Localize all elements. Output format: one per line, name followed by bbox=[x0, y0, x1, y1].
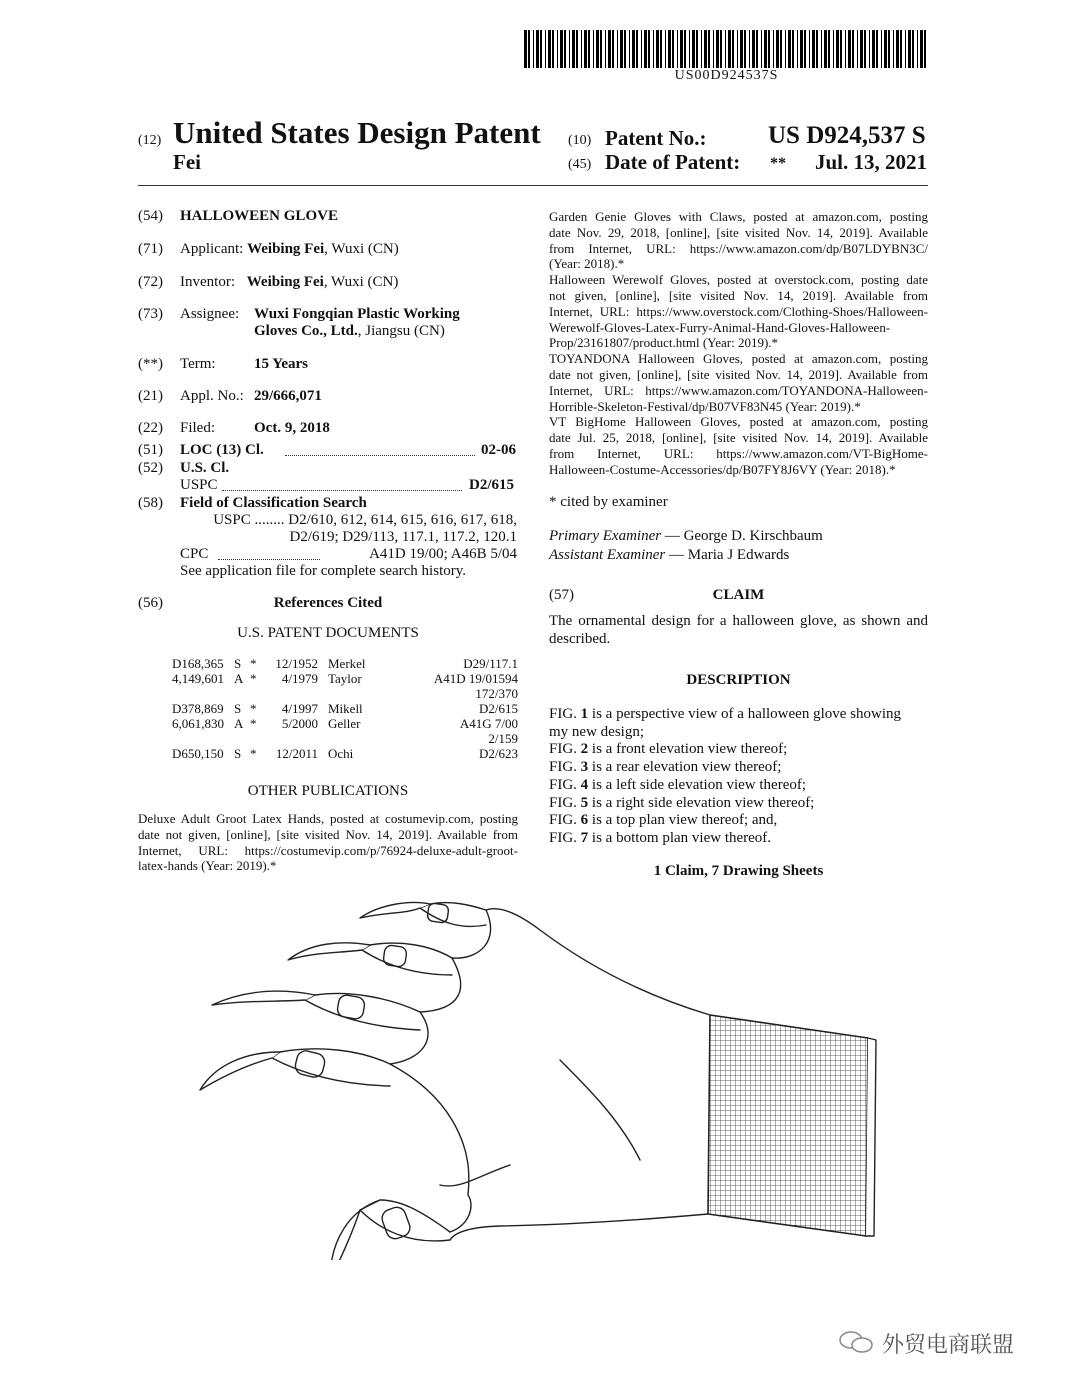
barcode-bar bbox=[797, 30, 798, 68]
finger-plate-2 bbox=[383, 945, 408, 968]
finger-plate-4 bbox=[294, 1049, 327, 1079]
reference-name: Ochi bbox=[328, 746, 354, 761]
barcode-bar bbox=[617, 30, 618, 68]
barcode-bar bbox=[545, 30, 546, 68]
barcode-bar bbox=[896, 30, 899, 68]
publication-line: not given, [online], [site visited Nov. 14, 2019]. Available from bbox=[549, 287, 928, 303]
publication-line: Werewolf-Gloves-Latex-Furry-Animal-Hand-Gloves-Halloween- bbox=[549, 319, 891, 335]
barcode-bar bbox=[629, 30, 630, 68]
barcode-bar bbox=[584, 30, 587, 68]
other-publications-head: OTHER PUBLICATIONS bbox=[247, 783, 409, 799]
barcode-bar bbox=[605, 30, 606, 68]
assistant-examiner-label: Assistant Examiner bbox=[549, 547, 666, 563]
barcode-bar bbox=[677, 30, 678, 68]
barcode-bar bbox=[533, 30, 534, 68]
code-52: (52) bbox=[138, 460, 163, 476]
barcode-bar bbox=[776, 30, 779, 68]
reference-class-secondary: 2/159 bbox=[488, 731, 518, 746]
code-71: (71) bbox=[138, 241, 163, 257]
barcode-bar bbox=[732, 30, 734, 68]
barcode-bar bbox=[833, 30, 834, 68]
assistant-examiner bbox=[549, 546, 789, 564]
figure-description bbox=[549, 795, 928, 813]
figure-prefix: FIG. bbox=[549, 776, 581, 793]
barcode-bar bbox=[780, 30, 782, 68]
barcode-bar bbox=[648, 30, 650, 68]
reference-star: * bbox=[250, 746, 257, 761]
barcode-bar bbox=[725, 30, 726, 68]
reference-star: * bbox=[250, 716, 257, 731]
reference-kind: S bbox=[234, 656, 242, 671]
barcode-bar bbox=[888, 30, 890, 68]
reference-name: Taylor bbox=[328, 671, 362, 686]
figure-prefix: FIG. bbox=[549, 741, 581, 758]
reference-class: D29/117.1 bbox=[463, 656, 518, 671]
inventor-label: Inventor: bbox=[180, 274, 235, 290]
uspc-label: USPC bbox=[180, 477, 218, 493]
barcode-bar bbox=[800, 30, 803, 68]
reference-star: * bbox=[250, 656, 257, 671]
glove-drawing bbox=[150, 880, 890, 1260]
figure-description bbox=[549, 724, 928, 742]
code-73: (73) bbox=[138, 306, 163, 322]
barcode-number: US00D924537S bbox=[674, 68, 779, 83]
barcode-bar bbox=[764, 30, 767, 68]
barcode-bar bbox=[564, 30, 566, 68]
claim-head: CLAIM bbox=[712, 587, 765, 603]
uspc-leader-dots bbox=[222, 490, 462, 491]
code-57: (57) bbox=[549, 587, 574, 603]
reference-number: D378,869 bbox=[172, 701, 224, 716]
reference-number: 4,149,601 bbox=[172, 671, 224, 686]
patent-no-label: Patent No.: bbox=[605, 126, 707, 150]
reference-number: D650,150 bbox=[172, 746, 224, 761]
barcode-bar bbox=[893, 30, 894, 68]
figure-text: is a rear elevation view thereof; bbox=[588, 759, 782, 776]
barcode-bar bbox=[641, 30, 642, 68]
barcode-bar bbox=[785, 30, 786, 68]
reference-kind: S bbox=[234, 701, 242, 716]
barcode-bar bbox=[708, 30, 710, 68]
finger-4 bbox=[272, 1049, 390, 1086]
barcode-bar bbox=[900, 30, 902, 68]
barcode-bar bbox=[720, 30, 722, 68]
barcode-bar bbox=[920, 30, 923, 68]
assignee-label: Assignee: bbox=[180, 306, 240, 322]
publication-line: Garden Genie Gloves with Claws, posted at amazon.com, posting bbox=[549, 209, 928, 224]
barcode-bar bbox=[812, 30, 815, 68]
patent-number: US D924,537 S bbox=[768, 122, 926, 149]
barcode-bar bbox=[684, 30, 686, 68]
barcode-bar bbox=[653, 30, 654, 68]
reference-row bbox=[172, 671, 518, 686]
claw-thumb bbox=[330, 1200, 380, 1260]
figure-description bbox=[549, 812, 928, 830]
figure-text: my new design; bbox=[549, 723, 644, 740]
barcode-bar bbox=[692, 30, 695, 68]
claw-2 bbox=[288, 943, 370, 960]
loc-value: 02-06 bbox=[481, 442, 516, 458]
primary-examiner-name: — George D. Kirschbaum bbox=[664, 528, 823, 544]
finger-plate-3 bbox=[336, 994, 365, 1020]
barcode-bar bbox=[848, 30, 851, 68]
barcode-bar bbox=[528, 30, 530, 68]
barcode-bar bbox=[680, 30, 683, 68]
figure-prefix: FIG. bbox=[549, 794, 581, 811]
reference-date: 12/2011 bbox=[275, 746, 318, 761]
barcode-bar bbox=[881, 30, 882, 68]
publication-line: date Jul. 25, 2018, [online], [site visited Nov. 14, 2019]. Available bbox=[549, 430, 928, 446]
barcode-bar bbox=[636, 30, 638, 68]
code-22: (22) bbox=[138, 420, 163, 436]
barcode-bar bbox=[836, 30, 839, 68]
us-patent-docs-head: U.S. PATENT DOCUMENTS bbox=[237, 625, 419, 641]
finger-plate-1 bbox=[427, 903, 449, 924]
barcode-bar bbox=[752, 30, 755, 68]
figure-number: 1 bbox=[580, 706, 589, 722]
barcode bbox=[524, 30, 929, 68]
other-publications-continued bbox=[549, 209, 928, 478]
references-cited-label: References Cited bbox=[273, 595, 383, 611]
other-publication-1: Deluxe Adult Groot Latex Hands, posted at costumevip.com, posting date not given, [online], [site visited Nov. 14, 2019]. Available from Internet, URL: https://costumevip.com/p/76924-deluxe-adult-groot-latex-hands (Year: 2019).* bbox=[138, 811, 518, 874]
publication-line: date not given, [online], [site visited Nov. 14, 2019]. Available from bbox=[549, 366, 928, 382]
barcode-bar bbox=[840, 30, 842, 68]
field-search-line1: USPC ........ D2/610, 612, 614, 615, 616, 617, 618, bbox=[213, 512, 517, 528]
reference-class: D2/615 bbox=[479, 701, 518, 716]
barcode-bar bbox=[600, 30, 602, 68]
barcode-bar bbox=[876, 30, 878, 68]
barcode-bar bbox=[792, 30, 794, 68]
barcode-bar bbox=[593, 30, 594, 68]
barcode-bar bbox=[588, 30, 590, 68]
description-head: DESCRIPTION bbox=[686, 672, 791, 688]
glove-thumb-line bbox=[440, 1165, 510, 1186]
barcode-bar bbox=[701, 30, 702, 68]
publication-line: Halloween-Costume-Accessories/dp/B07FY8J6VY (Year: 2018).* bbox=[549, 461, 896, 477]
reference-row-continuation bbox=[172, 731, 518, 746]
term-label: Term: bbox=[180, 356, 216, 372]
code-58: (58) bbox=[138, 495, 163, 511]
design-title: HALLOWEEN GLOVE bbox=[180, 208, 338, 224]
barcode-bar bbox=[828, 30, 830, 68]
barcode-bar bbox=[716, 30, 719, 68]
barcode-bar bbox=[552, 30, 554, 68]
reference-row-continuation bbox=[172, 686, 518, 701]
barcode-bar bbox=[572, 30, 575, 68]
barcode-bar bbox=[905, 30, 906, 68]
finger-plate-thumb bbox=[380, 1205, 413, 1241]
barcode-bar bbox=[857, 30, 858, 68]
assignee-location: , Jiangsu (CN) bbox=[357, 323, 445, 339]
reference-row bbox=[172, 701, 518, 716]
reference-class: A41G 7/00 bbox=[459, 716, 518, 731]
field-search-label: Field of Classification Search bbox=[180, 495, 367, 511]
reference-row bbox=[172, 746, 518, 761]
reference-number: 6,061,830 bbox=[172, 716, 224, 731]
publication-line: Prop/23161807/product.html (Year: 2019).* bbox=[549, 335, 779, 351]
figure-text: is a front elevation view thereof; bbox=[588, 741, 788, 758]
assistant-examiner-name: — Maria J Edwards bbox=[669, 547, 790, 563]
barcode-bar bbox=[768, 30, 770, 68]
reference-star: * bbox=[250, 701, 257, 716]
term-value: 15 Years bbox=[254, 356, 309, 372]
barcode-bar bbox=[917, 30, 918, 68]
reference-class: A41D 19/01594 bbox=[433, 671, 518, 686]
figure-text: is a left side elevation view thereof; bbox=[588, 776, 807, 793]
glove-cuff bbox=[708, 1015, 868, 1236]
code-21: (21) bbox=[138, 388, 163, 404]
barcode-bar bbox=[569, 30, 570, 68]
barcode-bar bbox=[620, 30, 623, 68]
barcode-bar bbox=[908, 30, 911, 68]
barcode-bar bbox=[864, 30, 866, 68]
barcode-bar bbox=[660, 30, 662, 68]
publication-line: (Year: 2018).* bbox=[549, 256, 625, 272]
barcode-bar bbox=[644, 30, 647, 68]
figure-number: 4 bbox=[580, 776, 589, 793]
barcode-bar bbox=[672, 30, 674, 68]
watermark-text: 外贸电商联盟 bbox=[882, 1333, 1015, 1358]
header-rule bbox=[138, 185, 928, 186]
barcode-bar bbox=[612, 30, 614, 68]
barcode-bar bbox=[608, 30, 611, 68]
date-mark: ** bbox=[770, 155, 786, 172]
barcode-bar bbox=[540, 30, 542, 68]
filed-label: Filed: bbox=[180, 420, 216, 436]
barcode-bar bbox=[524, 30, 527, 68]
loc-leader-dots bbox=[285, 455, 475, 456]
us-cl-label: U.S. Cl. bbox=[180, 460, 230, 476]
barcode-bar bbox=[696, 30, 698, 68]
reference-name: Merkel bbox=[328, 656, 366, 671]
claw-4 bbox=[200, 1052, 280, 1090]
reference-date: 4/1979 bbox=[281, 671, 318, 686]
cpc-value: A41D 19/00; A46B 5/04 bbox=[369, 546, 517, 562]
applicant-label: Applicant: bbox=[180, 241, 244, 257]
barcode-bar bbox=[761, 30, 762, 68]
cited-by-examiner: * cited by examiner bbox=[549, 494, 668, 510]
reference-class: D2/623 bbox=[479, 746, 518, 761]
code-72: (72) bbox=[138, 274, 163, 290]
wechat-icon bbox=[838, 1330, 874, 1354]
barcode-bar bbox=[536, 30, 539, 68]
barcode-bar bbox=[548, 30, 551, 68]
barcode-bar bbox=[773, 30, 774, 68]
inventor-location: , Wuxi (CN) bbox=[323, 274, 399, 290]
assignee-line2 bbox=[254, 322, 445, 340]
barcode-bar bbox=[821, 30, 822, 68]
barcode-bar bbox=[872, 30, 875, 68]
figure-description bbox=[549, 706, 928, 724]
barcode-bar bbox=[912, 30, 914, 68]
figure-text: is a top plan view thereof; and, bbox=[588, 812, 778, 829]
publication-line: Halloween Werewolf Gloves, posted at overstock.com, posting date bbox=[549, 272, 928, 288]
barcode-bar bbox=[809, 30, 810, 68]
barcode-bar bbox=[869, 30, 870, 68]
applicant-location: , Wuxi (CN) bbox=[324, 241, 399, 257]
publication-line: date Nov. 29, 2018, [online], [site visited Nov. 14, 2019]. Available bbox=[549, 224, 928, 240]
claw-3 bbox=[212, 991, 315, 1005]
barcode-bar bbox=[689, 30, 690, 68]
barcode-bar bbox=[756, 30, 758, 68]
reference-date: 4/1997 bbox=[281, 701, 318, 716]
date-label: Date of Patent: bbox=[605, 150, 741, 174]
figure-description bbox=[549, 777, 928, 795]
figure-prefix: FIG. bbox=[549, 759, 581, 776]
applicant-name: Weibing Fei bbox=[247, 241, 325, 257]
reference-name: Geller bbox=[328, 716, 361, 731]
figure-number: 5 bbox=[580, 794, 589, 811]
barcode-bar bbox=[576, 30, 578, 68]
reference-row bbox=[172, 656, 518, 671]
code-term: (**) bbox=[138, 356, 163, 372]
patent-date: Jul. 13, 2021 bbox=[815, 150, 928, 174]
reference-class-secondary: 172/370 bbox=[475, 686, 518, 701]
reference-star: * bbox=[250, 671, 257, 686]
search-history-note: See application file for complete search history. bbox=[180, 563, 467, 579]
glove-hand-outline bbox=[390, 909, 710, 1240]
figure-text: is a right side elevation view thereof; bbox=[588, 794, 815, 811]
reference-row bbox=[172, 716, 518, 731]
barcode-bar bbox=[596, 30, 599, 68]
figure-text: is a perspective view of a halloween glove showing bbox=[588, 706, 901, 722]
barcode-bar bbox=[816, 30, 818, 68]
appl-no-label: Appl. No.: bbox=[180, 388, 244, 404]
figure-text: is a bottom plan view thereof. bbox=[588, 829, 772, 846]
claim-text: The ornamental design for a halloween glove, as shown and described. bbox=[549, 613, 928, 647]
uspc-value: D2/615 bbox=[469, 477, 514, 493]
barcode-bar bbox=[740, 30, 743, 68]
primary-examiner bbox=[549, 527, 823, 545]
code-51: (51) bbox=[138, 442, 163, 458]
figure-prefix: FIG. bbox=[549, 812, 581, 829]
publication-line: Internet, URL: https://www.amazon.com/TOYANDONA-Halloween- bbox=[549, 382, 928, 398]
claw-1 bbox=[360, 903, 430, 918]
publication-line: from Internet, URL: https://www.amazon.com/dp/B07LDYBN3C/ bbox=[549, 240, 928, 256]
reference-number: D168,365 bbox=[172, 656, 224, 671]
figure-number: 2 bbox=[580, 741, 589, 758]
document-type: United States Design Patent bbox=[173, 115, 541, 150]
assignee-name-line1: Wuxi Fongqian Plastic Working bbox=[254, 306, 460, 322]
barcode-bar bbox=[845, 30, 846, 68]
code-10: (10) bbox=[568, 133, 592, 148]
figure-prefix: FIG. bbox=[549, 829, 581, 846]
barcode-bar bbox=[704, 30, 707, 68]
publication-line: VT BigHome Halloween Gloves, posted at amazon.com, posting bbox=[549, 414, 928, 430]
code-56: (56) bbox=[138, 595, 163, 611]
reference-date: 5/2000 bbox=[281, 716, 318, 731]
inventor-name: Weibing Fei bbox=[246, 274, 324, 290]
barcode-bar bbox=[788, 30, 791, 68]
reference-kind: A bbox=[234, 716, 244, 731]
publication-line: Horrible-Skeleton-Festival/dp/B07VF83N45 (Year: 2019).* bbox=[549, 398, 861, 414]
applicant-field bbox=[180, 240, 399, 258]
loc-label: LOC (13) Cl. bbox=[180, 442, 264, 458]
barcode-bar bbox=[665, 30, 666, 68]
barcode-bar bbox=[728, 30, 731, 68]
figure-list bbox=[549, 706, 928, 848]
reference-kind: S bbox=[234, 746, 242, 761]
inventor-field bbox=[180, 273, 398, 291]
barcode-bar bbox=[557, 30, 558, 68]
cpc-label: CPC bbox=[180, 546, 209, 562]
publication-line: from Internet, URL: https://www.amazon.com/VT-BigHome- bbox=[549, 445, 928, 461]
figure-description bbox=[549, 830, 928, 848]
reference-kind: A bbox=[234, 671, 244, 686]
finger-thumb bbox=[360, 1200, 450, 1241]
barcode-bar bbox=[860, 30, 863, 68]
reference-date: 12/1952 bbox=[275, 656, 318, 671]
claims-sheets-count: 1 Claim, 7 Drawing Sheets bbox=[653, 863, 824, 879]
barcode-bar bbox=[713, 30, 714, 68]
figure-number: 7 bbox=[580, 829, 589, 846]
barcode-bar bbox=[624, 30, 626, 68]
barcode-bar bbox=[824, 30, 827, 68]
barcode-bar bbox=[668, 30, 671, 68]
barcode-bar bbox=[804, 30, 806, 68]
barcode-bar bbox=[656, 30, 659, 68]
glove-knuckle-line bbox=[560, 1060, 640, 1160]
filed-value: Oct. 9, 2018 bbox=[254, 420, 330, 436]
assignee-name-line2: Gloves Co., Ltd. bbox=[254, 323, 358, 339]
barcode-bar bbox=[737, 30, 738, 68]
primary-examiner-label: Primary Examiner bbox=[549, 528, 662, 544]
barcode-bar bbox=[749, 30, 750, 68]
finger-2 bbox=[362, 943, 452, 975]
field-search-line2: D2/619; D29/113, 117.1, 117.2, 120.1 bbox=[289, 529, 517, 545]
barcode-bar bbox=[581, 30, 582, 68]
publication-line: TOYANDONA Halloween Gloves, posted at amazon.com, posting bbox=[549, 351, 928, 367]
inventor-surname: Fei bbox=[173, 150, 201, 174]
figure-description bbox=[549, 759, 928, 777]
barcode-bar bbox=[852, 30, 854, 68]
figure-description bbox=[549, 741, 928, 759]
reference-name: Mikell bbox=[328, 701, 363, 716]
code-54: (54) bbox=[138, 208, 163, 224]
barcode-bar bbox=[884, 30, 887, 68]
figure-number: 6 bbox=[580, 812, 589, 829]
figure-prefix: FIG. bbox=[549, 706, 581, 722]
barcode-bar bbox=[744, 30, 746, 68]
appl-no-value: 29/666,071 bbox=[254, 388, 322, 404]
barcode-bar bbox=[632, 30, 635, 68]
publication-line: Internet, URL: https://www.overstock.com/Clothing-Shoes/Halloween- bbox=[549, 303, 928, 319]
barcode-bar bbox=[924, 30, 926, 68]
code-12: (12) bbox=[138, 133, 162, 148]
barcode-bar bbox=[560, 30, 563, 68]
figure-number: 3 bbox=[580, 759, 589, 776]
code-45: (45) bbox=[568, 157, 592, 172]
references-table bbox=[172, 656, 518, 761]
